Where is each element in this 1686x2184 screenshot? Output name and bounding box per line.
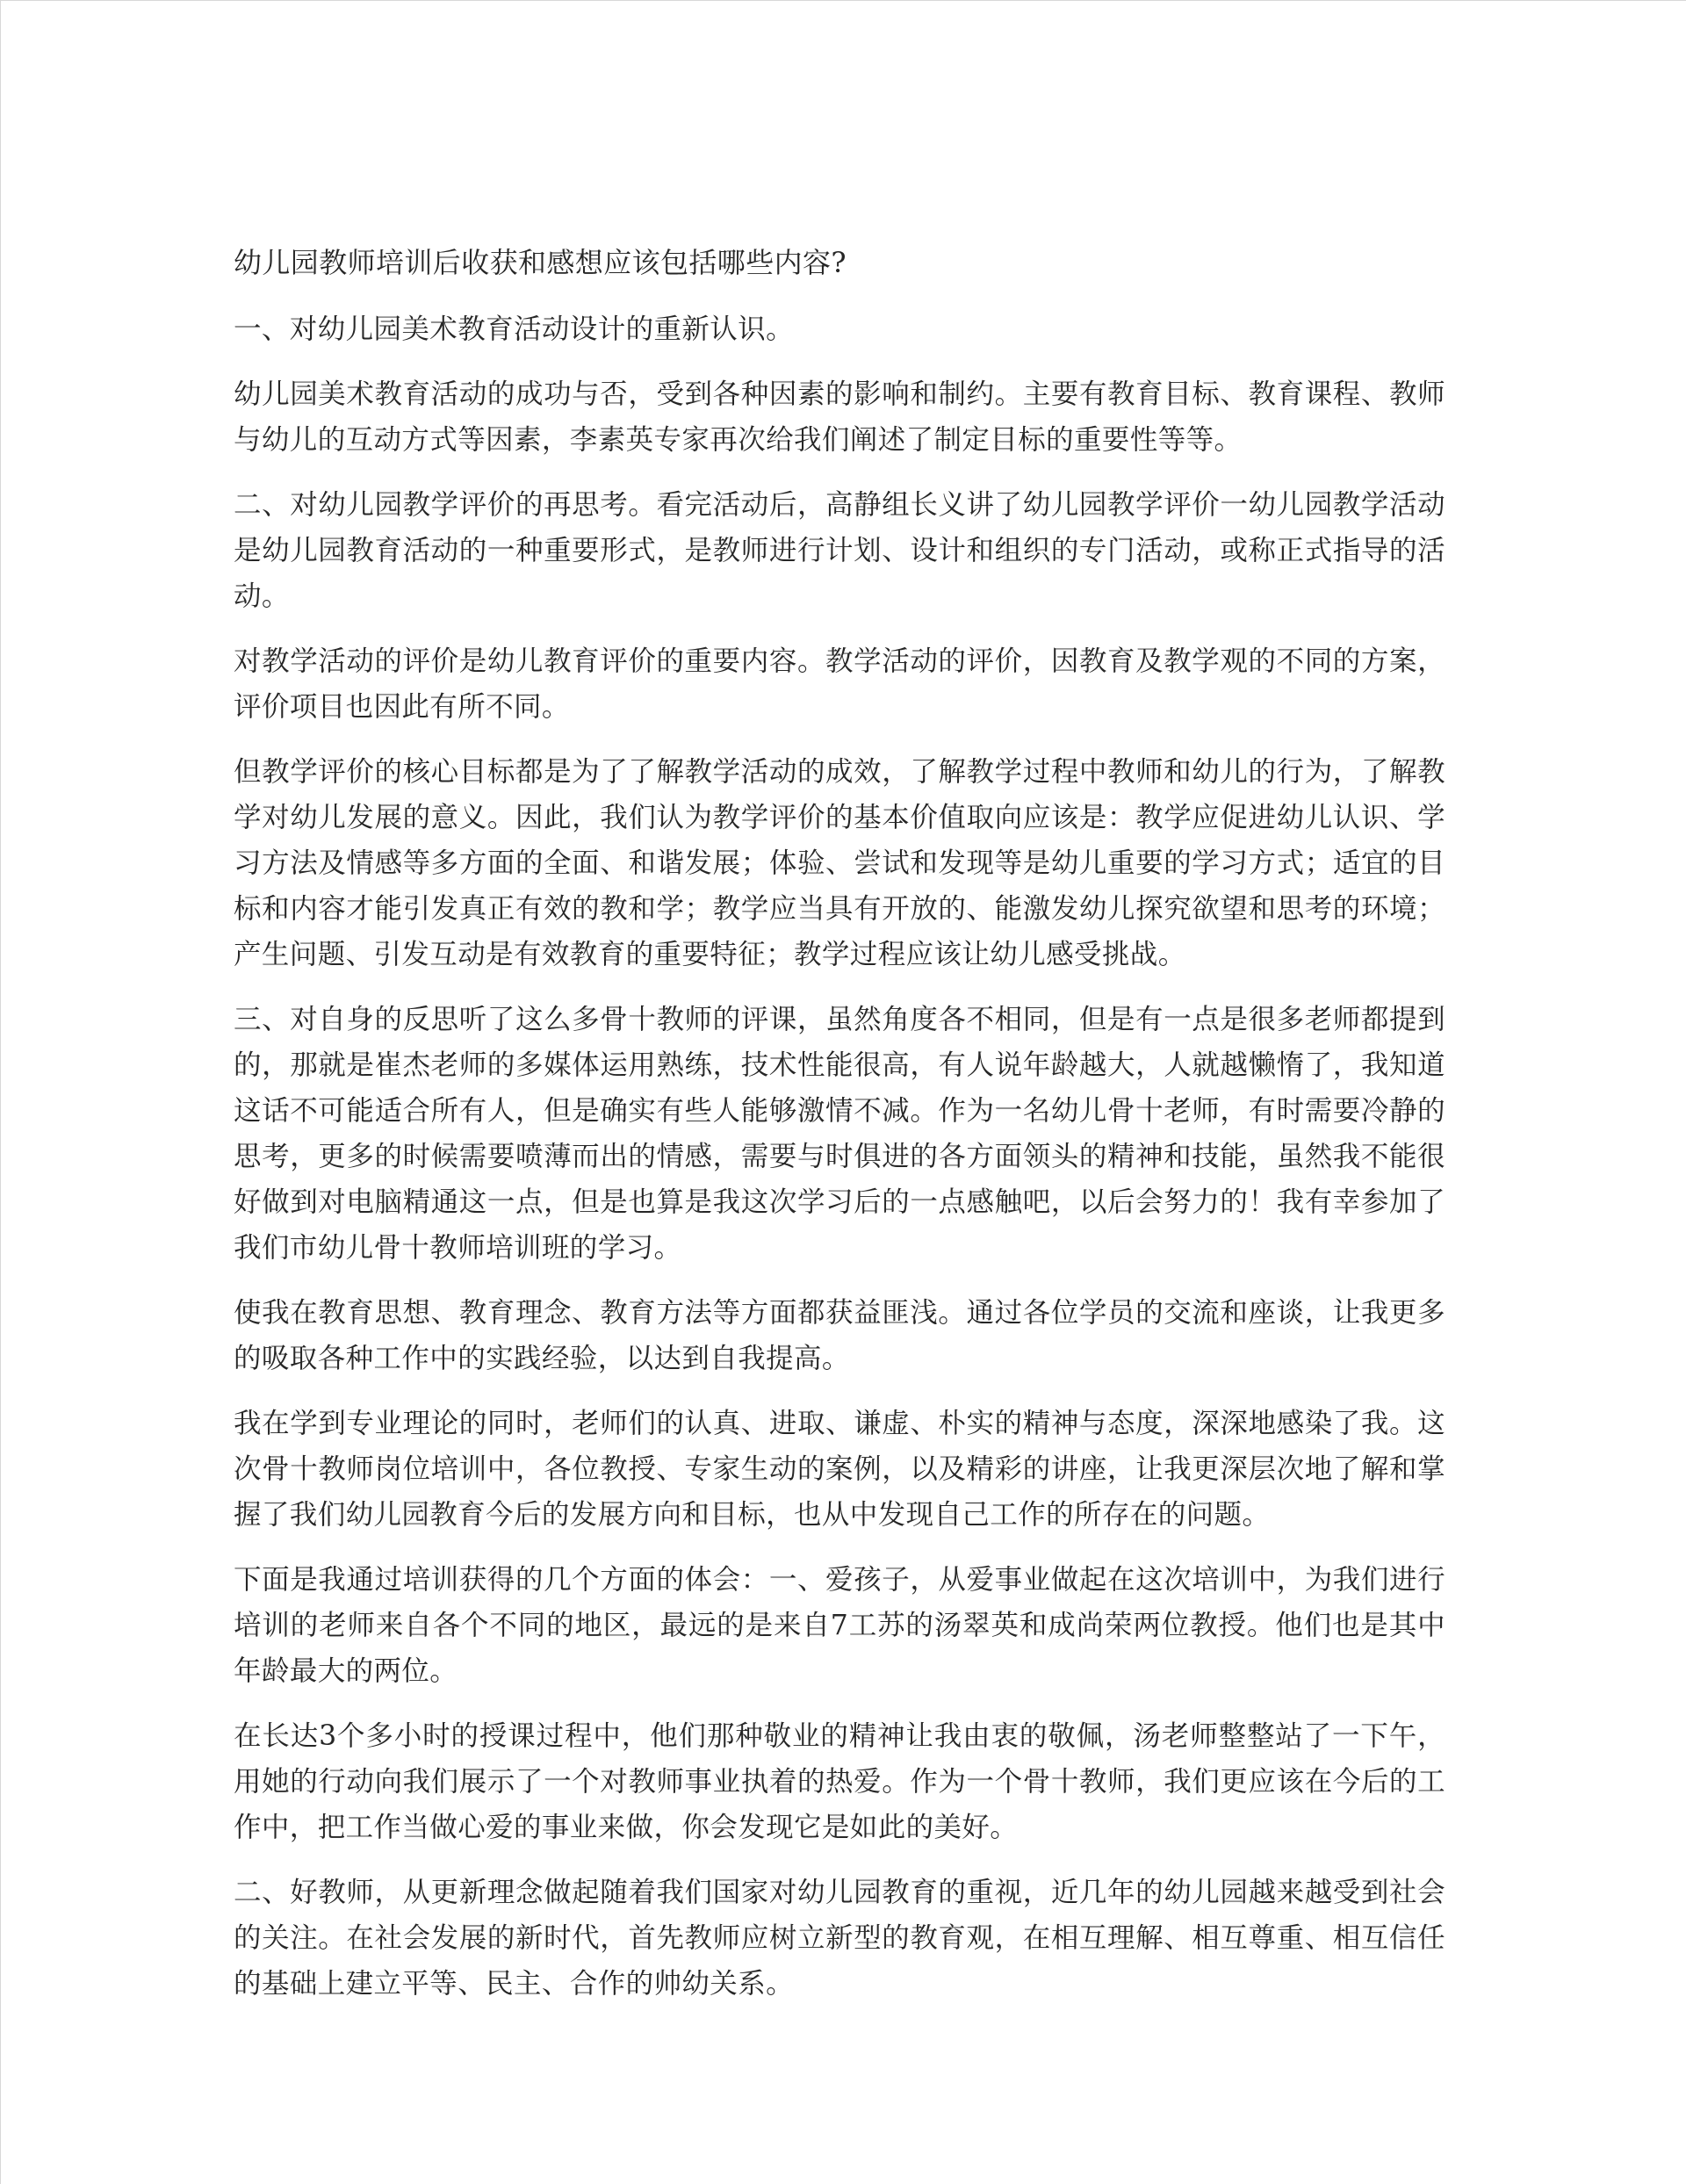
paragraph-2: 幼儿园美术教育活动的成功与否，受到各种因素的影响和制约。主要有教育目标、教育课程、教师与幼儿的互动方式等因素，李素英专家再次给我们阐述了制定目标的重要性等等。 [234,378,1445,456]
document-title: 幼儿园教师培训后收获和感想应该包括哪些内容? [234,246,847,279]
paragraph-6: 三、对自身的反思听了这么多骨十教师的评课，虽然角度各不相同，但是有一点是很多老师都提到的，那就是崔杰老师的多媒体运用熟练，技术性能很高，有人说年龄越大，人就越懒惰了，我知道这话不可能适合所有人，但是确实有些人能够激情不减。作为一名幼儿骨十老师，有时需要冷静的思考，更多的时候需要喷薄而出的情感，需要与时俱进的各方面领头的精神和技能，虽然我不能很好做到对电脑精通这一点，但是也算是我这次学习后的一点感触吧，以后会努力的！我有幸参加了我们市幼儿骨十教师培训班的学习。 [234,1004,1445,1264]
document-body [234,240,1445,2026]
paragraph-5: 但教学评价的核心目标都是为了了解教学活动的成效，了解教学过程中教师和幼儿的行为，了解教学对幼儿发展的意义。因此，我们认为教学评价的基本价值取向应该是：教学应促进幼儿认识、学习方法及情感等多方面的全面、和谐发展；体验、尝试和发现等是幼儿重要的学习方式；适宜的目标和内容才能引发真正有效的教和学；教学应当具有开放的、能激发幼儿探究欲望和思考的环境；产生问题、引发互动是有效教育的重要特征；教学过程应该让幼儿感受挑战。 [234,756,1445,970]
paragraph-7: 使我在教育思想、教育理念、教育方法等方面都获益匪浅。通过各位学员的交流和座谈，让我更多的吸取各种工作中的实践经验，以达到自我提高。 [234,1297,1445,1374]
paragraph-11: 二、好教师，从更新理念做起随着我们国家对幼儿园教育的重视，近几年的幼儿园越来越受到社会的关注。在社会发展的新时代，首先教师应树立新型的教育观，在相互理解、相互尊重、相互信任的基础上建立平等、民主、合作的帅幼关系。 [234,1877,1445,2000]
paragraph-8: 我在学到专业理论的同时，老师们的认真、进取、谦虚、朴实的精神与态度，深深地感染了我。这次骨十教师岗位培训中，各位教授、专家生动的案例，以及精彩的讲座，让我更深层次地了解和掌握了我们幼儿园教育今后的发展方向和目标，也从中发现自己工作的所存在的问题。 [234,1408,1445,1531]
paragraph-3: 二、对幼儿园教学评价的再思考。看完活动后，高静组长义讲了幼儿园教学评价一幼儿园教学活动是幼儿园教育活动的一种重要形式，是教师进行计划、设计和组织的专门活动，或称正式指导的活动。 [234,489,1445,612]
paragraph-9: 下面是我通过培训获得的几个方面的体会：一、爱孩子，从爱事业做起在这次培训中，为我们进行培训的老师来自各个不同的地区，最远的是来自7工苏的汤翠英和成尚荣两位教授。他们也是其中年龄最大的两位。 [234,1564,1445,1687]
paragraph-4: 对教学活动的评价是幼儿教育评价的重要内容。教学活动的评价，因教育及教学观的不同的方案，评价项目也因此有所不同。 [234,645,1445,723]
paragraph-1: 一、对幼儿园美术教育活动设计的重新认识。 [234,314,795,345]
paragraph-10: 在长达3个多小时的授课过程中，他们那种敬业的精神让我由衷的敬佩，汤老师整整站了一下午，用她的行动向我们展示了一个对教师事业执着的热爱。作为一个骨十教师，我们更应该在今后的工作中，把工作当做心爱的事业来做，你会发现它是如此的美好。 [234,1720,1445,1843]
